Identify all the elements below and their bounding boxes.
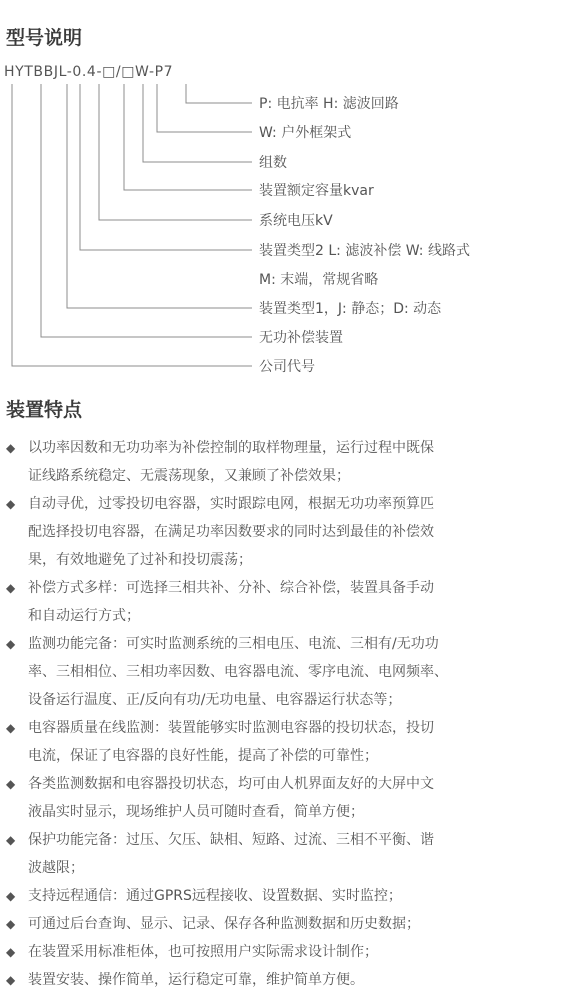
diamond-bullet-icon: ◆ [6, 637, 16, 651]
model-desc-type2: 装置类型2 L: 滤波补偿 W: 线路式 [259, 243, 470, 259]
diamond-bullet-icon: ◆ [6, 889, 16, 903]
diamond-bullet-icon: ◆ [6, 581, 16, 595]
feature-item: ◆ 保护功能完备：过压、欠压、缺相、短路、过流、三相不平衡、谐 波越限； [6, 826, 566, 882]
diamond-bullet-icon: ◆ [6, 497, 16, 511]
diamond-bullet-icon: ◆ [6, 917, 16, 931]
feature-item: ◆ 装置安装、操作简单，运行稳定可靠，维护简单方便。 [6, 966, 566, 994]
model-desc-groups: 组数 [259, 155, 287, 171]
feature-item: ◆ 电容器质量在线监测：装置能够实时监测电容器的投切状态，投切 电流，保证了电容器的良好性能，提高了补偿的可靠性； [6, 714, 566, 770]
model-desc-reactive: 无功补偿装置 [259, 330, 343, 346]
diamond-bullet-icon: ◆ [6, 945, 16, 959]
feature-item: ◆ 补偿方式多样：可选择三相共补、分补、综合补偿，装置具备手动 和自动运行方式； [6, 574, 566, 630]
device-features-title: 装置特点 [6, 399, 83, 421]
model-desc-outdoor: W: 户外框架式 [259, 125, 352, 141]
feature-list [6, 434, 566, 994]
model-desc-reactance: P: 电抗率 H: 滤波回路 [259, 96, 399, 112]
model-desc-capacity: 装置额定容量kvar [259, 183, 374, 199]
model-code: HYTBBJL-0.4-□/□W-P7 [4, 64, 174, 80]
diamond-bullet-icon: ◆ [6, 777, 16, 791]
feature-item: ◆ 以功率因数和无功功率为补偿控制的取样物理量，运行过程中既保 证线路系统稳定、无震荡现象，又兼顾了补偿效果； [6, 434, 566, 490]
feature-item: ◆ 自动寻优，过零投切电容器，实时跟踪电网，根据无功功率预算匹 配选择投切电容器，在满足功率因数要求的同时达到最佳的补偿效 果，有效地避免了过补和投切震荡； [6, 490, 566, 574]
feature-item: ◆ 监测功能完备：可实时监测系统的三相电压、电流、三相有/无功功 率、三相相位、三相功率因数、电容器电流、零序电流、电网频率、 设备运行温度、正/反向有功/无功电量、电容器运行状态等； [6, 630, 566, 714]
model-desc-voltage: 系统电压kV [259, 213, 333, 229]
model-desc-company-code: 公司代号 [259, 359, 315, 375]
model-description-title: 型号说明 [6, 27, 83, 49]
feature-item: ◆ 可通过后台查询、显示、记录、保存各种监测数据和历史数据； [6, 910, 566, 938]
model-desc-type1: 装置类型1，J: 静态；D: 动态 [259, 301, 442, 317]
diamond-bullet-icon: ◆ [6, 833, 16, 847]
feature-item: ◆ 支持远程通信：通过GPRS远程接收、设置数据、实时监控； [6, 882, 566, 910]
diamond-bullet-icon: ◆ [6, 973, 16, 987]
feature-item: ◆ 在装置采用标准柜体，也可按照用户实际需求设计制作； [6, 938, 566, 966]
diamond-bullet-icon: ◆ [6, 721, 16, 735]
feature-item: ◆ 各类监测数据和电容器投切状态，均可由人机界面友好的大屏中文 液晶实时显示，现场维护人员可随时查看，简单方便； [6, 770, 566, 826]
diamond-bullet-icon: ◆ [6, 441, 16, 455]
model-desc-type2-cont: M: 末端，常规省略 [259, 272, 379, 288]
